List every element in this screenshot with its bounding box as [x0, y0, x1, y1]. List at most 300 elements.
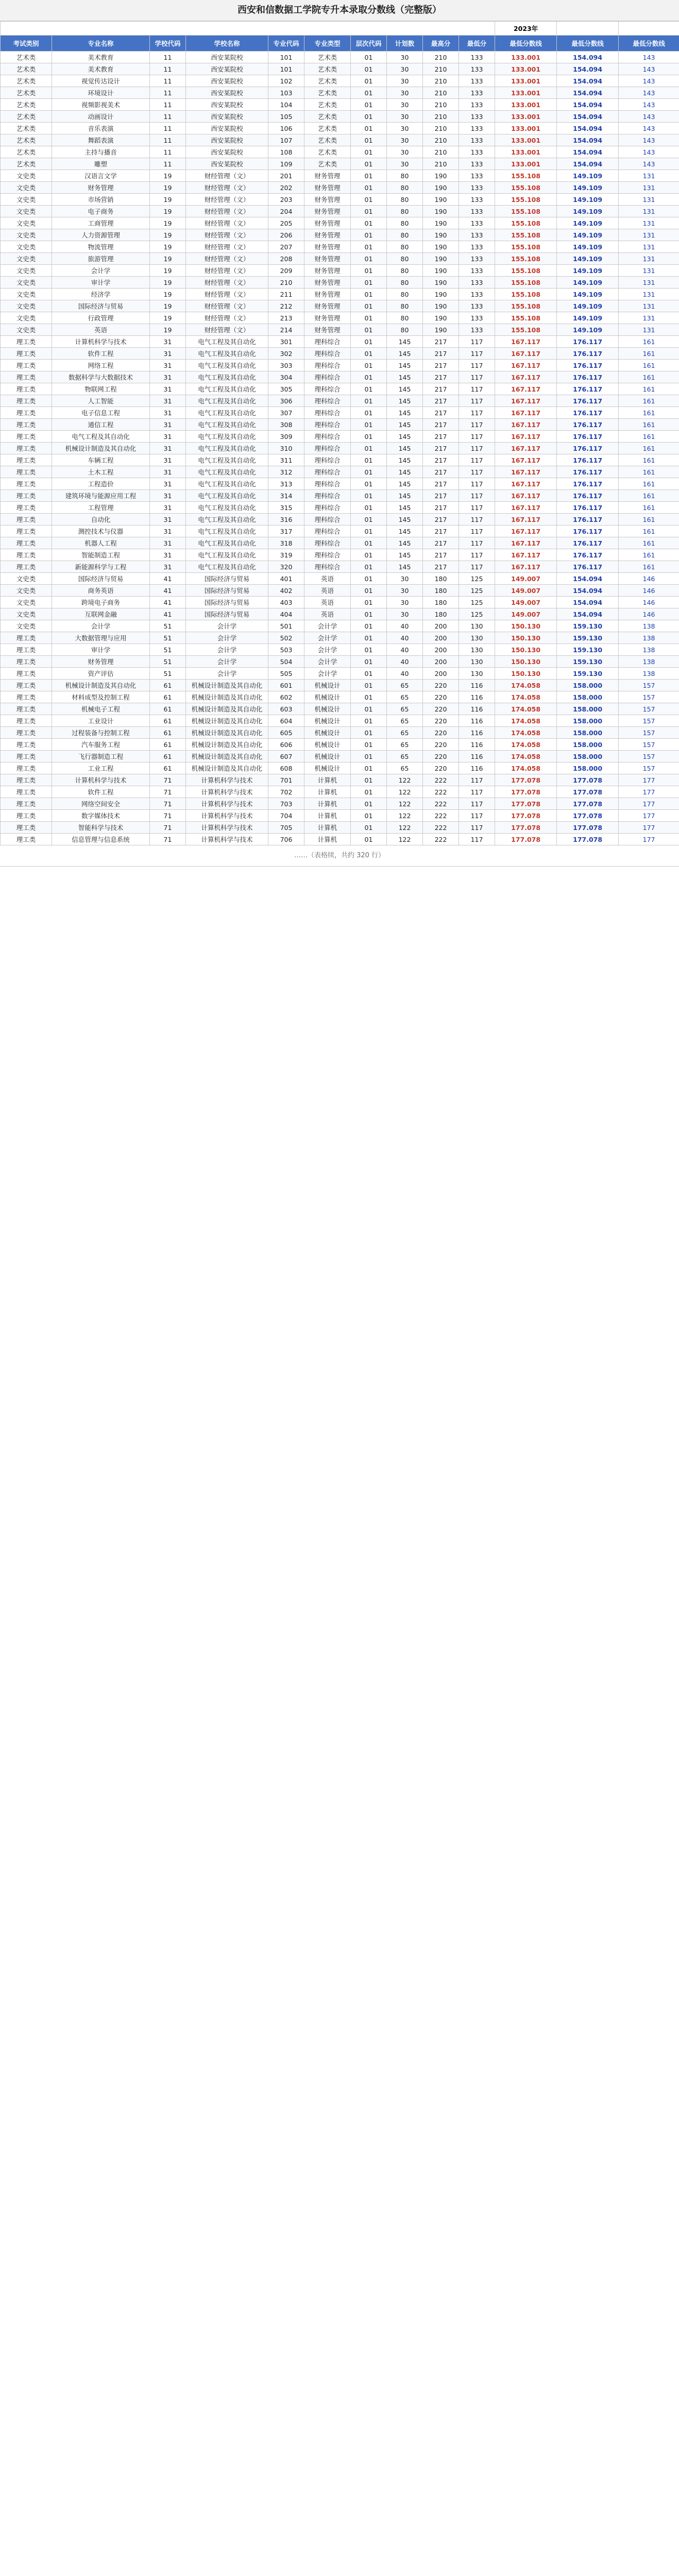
table-cell: 217 — [423, 383, 459, 395]
table-cell: 190 — [423, 289, 459, 300]
table-cell: 会计学 — [186, 656, 268, 668]
table-cell: 706 — [268, 834, 304, 845]
table-cell: 艺术类 — [304, 99, 351, 111]
group-blank — [1, 22, 495, 36]
table-cell: 161 — [619, 395, 679, 407]
table-cell: 01 — [351, 490, 387, 502]
table-cell: 机械设计 — [304, 703, 351, 715]
table-cell: 01 — [351, 703, 387, 715]
table-cell: 智能制造工程 — [52, 549, 150, 561]
table-row — [1, 395, 679, 407]
table-cell: 机械设计 — [304, 691, 351, 703]
table-cell: 11 — [150, 111, 186, 123]
table-cell: 艺术类 — [1, 63, 52, 75]
table-cell: 301 — [268, 336, 304, 348]
table-cell: 机械设计 — [304, 739, 351, 751]
table-cell: 133 — [459, 312, 495, 324]
table-cell: 40 — [387, 632, 423, 644]
table-cell: 19 — [150, 289, 186, 300]
table-cell: 116 — [459, 751, 495, 762]
table-cell: 51 — [150, 644, 186, 656]
table-cell: 31 — [150, 383, 186, 395]
table-row — [1, 123, 679, 134]
table-cell: 11 — [150, 99, 186, 111]
table-cell: 理科综合 — [304, 383, 351, 395]
table-cell: 80 — [387, 241, 423, 253]
table-cell: 电子信息工程 — [52, 407, 150, 419]
table-cell: 318 — [268, 537, 304, 549]
table-cell: 404 — [268, 608, 304, 620]
table-cell: 103 — [268, 87, 304, 99]
table-cell: 138 — [619, 632, 679, 644]
table-cell: 190 — [423, 300, 459, 312]
column-header: 最低分数线 — [557, 36, 619, 52]
table-row — [1, 466, 679, 478]
table-cell: 133.001 — [495, 63, 557, 75]
table-cell: 机械设计制造及其自动化 — [186, 727, 268, 739]
table-cell: 41 — [150, 597, 186, 608]
table-cell: 80 — [387, 170, 423, 182]
table-cell: 143 — [619, 87, 679, 99]
table-row — [1, 253, 679, 265]
table-cell: 文史类 — [1, 170, 52, 182]
table-cell: 80 — [387, 312, 423, 324]
table-cell: 176.117 — [557, 514, 619, 526]
table-cell: 502 — [268, 632, 304, 644]
table-cell: 信息管理与信息系统 — [52, 834, 150, 845]
table-cell: 133 — [459, 300, 495, 312]
table-row — [1, 75, 679, 87]
table-cell: 157 — [619, 739, 679, 751]
table-cell: 31 — [150, 478, 186, 490]
table-cell: 314 — [268, 490, 304, 502]
table-cell: 理工类 — [1, 834, 52, 845]
table-cell: 203 — [268, 194, 304, 206]
table-cell: 财务管理 — [304, 182, 351, 194]
table-cell: 217 — [423, 502, 459, 514]
table-cell: 154.094 — [557, 608, 619, 620]
table-cell: 146 — [619, 585, 679, 597]
table-cell: 159.130 — [557, 620, 619, 632]
table-cell: 146 — [619, 608, 679, 620]
table-cell: 网络工程 — [52, 360, 150, 371]
table-cell: 文史类 — [1, 206, 52, 217]
table-row — [1, 703, 679, 715]
table-cell: 131 — [619, 277, 679, 289]
table-cell: 理工类 — [1, 348, 52, 360]
table-cell: 210 — [423, 75, 459, 87]
table-cell: 会计学 — [186, 620, 268, 632]
table-cell: 19 — [150, 312, 186, 324]
table-cell: 61 — [150, 680, 186, 691]
table-cell: 80 — [387, 324, 423, 336]
table-cell: 155.108 — [495, 206, 557, 217]
table-cell: 财经管理（文） — [186, 253, 268, 265]
table-cell: 157 — [619, 762, 679, 774]
table-cell: 154.094 — [557, 134, 619, 146]
table-cell: 资产评估 — [52, 668, 150, 680]
table-cell: 80 — [387, 194, 423, 206]
table-row — [1, 300, 679, 312]
table-cell: 理工类 — [1, 727, 52, 739]
table-cell: 167.117 — [495, 502, 557, 514]
table-cell: 40 — [387, 620, 423, 632]
table-cell: 经济学 — [52, 289, 150, 300]
table-cell: 157 — [619, 751, 679, 762]
table-cell: 01 — [351, 751, 387, 762]
table-cell: 19 — [150, 277, 186, 289]
table-cell: 30 — [387, 111, 423, 123]
table-cell: 艺术类 — [1, 123, 52, 134]
table-cell: 149.109 — [557, 324, 619, 336]
table-cell: 138 — [619, 668, 679, 680]
table-cell: 理工类 — [1, 680, 52, 691]
table-cell: 174.058 — [495, 762, 557, 774]
table-cell: 理工类 — [1, 407, 52, 419]
table-cell: 174.058 — [495, 703, 557, 715]
table-cell: 117 — [459, 360, 495, 371]
table-cell: 217 — [423, 407, 459, 419]
table-cell: 190 — [423, 170, 459, 182]
table-row — [1, 371, 679, 383]
table-cell: 理工类 — [1, 739, 52, 751]
table-cell: 208 — [268, 253, 304, 265]
table-row — [1, 277, 679, 289]
table-cell: 222 — [423, 798, 459, 810]
table-body — [1, 52, 679, 845]
table-cell: 电气工程及其自动化 — [186, 431, 268, 443]
table-cell: 艺术类 — [304, 87, 351, 99]
table-cell: 电子商务 — [52, 206, 150, 217]
table-cell: 西安某院校 — [186, 63, 268, 75]
page-title: 西安和信数据工学院专升本录取分数线（完整版） — [0, 0, 679, 21]
table-cell: 143 — [619, 123, 679, 134]
table-cell: 308 — [268, 419, 304, 431]
table-cell: 01 — [351, 597, 387, 608]
table-cell: 理工类 — [1, 502, 52, 514]
table-cell: 176.117 — [557, 395, 619, 407]
table-cell: 210 — [423, 158, 459, 170]
table-cell: 文史类 — [1, 312, 52, 324]
table-cell: 30 — [387, 158, 423, 170]
table-cell: 01 — [351, 656, 387, 668]
table-cell: 311 — [268, 454, 304, 466]
table-cell: 文史类 — [1, 573, 52, 585]
table-cell: 商务英语 — [52, 585, 150, 597]
table-cell: 180 — [423, 585, 459, 597]
table-cell: 145 — [387, 514, 423, 526]
table-cell: 计算机科学与技术 — [186, 798, 268, 810]
table-cell: 80 — [387, 277, 423, 289]
table-cell: 210 — [423, 63, 459, 75]
table-cell: 人力资源管理 — [52, 229, 150, 241]
table-cell: 145 — [387, 454, 423, 466]
column-header: 最低分 — [459, 36, 495, 52]
score-table — [0, 21, 679, 845]
table-cell: 133 — [459, 87, 495, 99]
table-row — [1, 111, 679, 123]
table-cell: 176.117 — [557, 431, 619, 443]
table-cell: 158.000 — [557, 739, 619, 751]
table-cell: 51 — [150, 668, 186, 680]
table-cell: 212 — [268, 300, 304, 312]
table-cell: 210 — [423, 146, 459, 158]
table-cell: 190 — [423, 324, 459, 336]
table-cell: 电气工程及其自动化 — [186, 478, 268, 490]
table-cell: 220 — [423, 762, 459, 774]
table-cell: 155.108 — [495, 300, 557, 312]
table-cell: 飞行器制造工程 — [52, 751, 150, 762]
table-cell: 133 — [459, 123, 495, 134]
table-cell: 理科综合 — [304, 478, 351, 490]
table-cell: 402 — [268, 585, 304, 597]
table-cell: 计算机科学与技术 — [52, 774, 150, 786]
table-cell: 149.109 — [557, 217, 619, 229]
table-cell: 176.117 — [557, 348, 619, 360]
table-cell: 177.078 — [557, 810, 619, 822]
table-cell: 机械设计 — [304, 727, 351, 739]
table-cell: 201 — [268, 170, 304, 182]
table-cell: 122 — [387, 798, 423, 810]
table-cell: 30 — [387, 63, 423, 75]
table-cell: 161 — [619, 336, 679, 348]
table-cell: 会计学 — [186, 632, 268, 644]
table-cell: 文史类 — [1, 585, 52, 597]
table-cell: 159.130 — [557, 644, 619, 656]
table-cell: 167.117 — [495, 371, 557, 383]
table-cell: 155.108 — [495, 253, 557, 265]
table-row — [1, 680, 679, 691]
table-cell: 145 — [387, 490, 423, 502]
table-cell: 电气工程及其自动化 — [186, 443, 268, 454]
table-cell: 177 — [619, 786, 679, 798]
table-row — [1, 431, 679, 443]
table-cell: 154.094 — [557, 87, 619, 99]
table-cell: 电气工程及其自动化 — [186, 537, 268, 549]
table-cell: 19 — [150, 324, 186, 336]
table-cell: 理工类 — [1, 514, 52, 526]
table-cell: 145 — [387, 348, 423, 360]
table-cell: 177 — [619, 810, 679, 822]
table-row — [1, 798, 679, 810]
table-cell: 理工类 — [1, 360, 52, 371]
table-cell: 财务管理 — [304, 265, 351, 277]
table-cell: 艺术类 — [304, 63, 351, 75]
table-cell: 物流管理 — [52, 241, 150, 253]
table-cell: 80 — [387, 206, 423, 217]
table-cell: 133 — [459, 52, 495, 63]
table-cell: 220 — [423, 739, 459, 751]
table-cell: 艺术类 — [1, 87, 52, 99]
table-cell: 机械设计制造及其自动化 — [186, 751, 268, 762]
table-cell: 108 — [268, 146, 304, 158]
table-cell: 计算机科学与技术 — [186, 810, 268, 822]
table-cell: 65 — [387, 715, 423, 727]
table-cell: 电气工程及其自动化 — [186, 466, 268, 478]
table-cell: 217 — [423, 454, 459, 466]
table-cell: 文史类 — [1, 253, 52, 265]
table-cell: 145 — [387, 383, 423, 395]
table-cell: 167.117 — [495, 537, 557, 549]
table-cell: 155.108 — [495, 170, 557, 182]
table-cell: 149.109 — [557, 182, 619, 194]
table-cell: 145 — [387, 537, 423, 549]
table-cell: 133.001 — [495, 87, 557, 99]
table-cell: 01 — [351, 431, 387, 443]
table-cell: 电气工程及其自动化 — [186, 360, 268, 371]
table-cell: 176.117 — [557, 336, 619, 348]
table-cell: 01 — [351, 798, 387, 810]
table-cell: 01 — [351, 739, 387, 751]
table-cell: 人工智能 — [52, 395, 150, 407]
table-cell: 理科综合 — [304, 526, 351, 537]
table-cell: 190 — [423, 241, 459, 253]
table-cell: 143 — [619, 158, 679, 170]
table-cell: 158.000 — [557, 751, 619, 762]
table-cell: 154.094 — [557, 123, 619, 134]
table-cell: 71 — [150, 798, 186, 810]
table-cell: 工业工程 — [52, 762, 150, 774]
table-cell: 65 — [387, 680, 423, 691]
table-cell: 西安某院校 — [186, 111, 268, 123]
table-cell: 01 — [351, 206, 387, 217]
table-cell: 117 — [459, 431, 495, 443]
table-cell: 财务管理 — [52, 182, 150, 194]
table-row — [1, 407, 679, 419]
table-cell: 机械设计制造及其自动化 — [186, 691, 268, 703]
table-cell: 通信工程 — [52, 419, 150, 431]
table-cell: 174.058 — [495, 739, 557, 751]
table-cell: 117 — [459, 383, 495, 395]
table-cell: 车辆工程 — [52, 454, 150, 466]
table-cell: 133 — [459, 134, 495, 146]
table-cell: 190 — [423, 253, 459, 265]
table-cell: 149.109 — [557, 170, 619, 182]
table-cell: 222 — [423, 810, 459, 822]
table-cell: 理工类 — [1, 395, 52, 407]
table-cell: 167.117 — [495, 419, 557, 431]
table-cell: 机械设计制造及其自动化 — [186, 739, 268, 751]
table-cell: 网络空间安全 — [52, 798, 150, 810]
table-cell: 161 — [619, 537, 679, 549]
table-cell: 122 — [387, 834, 423, 845]
table-cell: 01 — [351, 822, 387, 834]
table-cell: 31 — [150, 443, 186, 454]
table-cell: 艺术类 — [304, 111, 351, 123]
table-cell: 11 — [150, 87, 186, 99]
table-cell: 国际经济与贸易 — [52, 573, 150, 585]
table-cell: 167.117 — [495, 383, 557, 395]
table-cell: 01 — [351, 63, 387, 75]
table-cell: 176.117 — [557, 561, 619, 573]
table-cell: 161 — [619, 348, 679, 360]
table-cell: 艺术类 — [1, 111, 52, 123]
column-header: 最低分数线 — [495, 36, 557, 52]
table-cell: 167.117 — [495, 443, 557, 454]
table-cell: 150.130 — [495, 668, 557, 680]
table-cell: 133 — [459, 99, 495, 111]
table-cell: 177 — [619, 774, 679, 786]
table-cell: 117 — [459, 786, 495, 798]
table-cell: 英语 — [304, 573, 351, 585]
table-cell: 117 — [459, 502, 495, 514]
table-cell: 167.117 — [495, 454, 557, 466]
table-cell: 131 — [619, 324, 679, 336]
table-cell: 40 — [387, 644, 423, 656]
table-cell: 01 — [351, 277, 387, 289]
table-cell: 财经管理（文） — [186, 277, 268, 289]
table-cell: 财务管理 — [304, 277, 351, 289]
table-cell: 19 — [150, 170, 186, 182]
table-row — [1, 608, 679, 620]
table-cell: 133 — [459, 170, 495, 182]
table-cell: 动画设计 — [52, 111, 150, 123]
table-cell: 财经管理（文） — [186, 217, 268, 229]
table-cell: 31 — [150, 502, 186, 514]
table-cell: 19 — [150, 300, 186, 312]
table-cell: 理科综合 — [304, 348, 351, 360]
table-cell: 116 — [459, 739, 495, 751]
table-cell: 理工类 — [1, 526, 52, 537]
table-cell: 01 — [351, 52, 387, 63]
table-cell: 177.078 — [495, 786, 557, 798]
table-cell: 161 — [619, 478, 679, 490]
table-cell: 176.117 — [557, 443, 619, 454]
table-cell: 国际经济与贸易 — [186, 608, 268, 620]
table-cell: 01 — [351, 348, 387, 360]
table-cell: 艺术类 — [1, 75, 52, 87]
table-cell: 605 — [268, 727, 304, 739]
table-cell: 154.094 — [557, 585, 619, 597]
table-cell: 117 — [459, 834, 495, 845]
table-cell: 理工类 — [1, 443, 52, 454]
table-cell: 理工类 — [1, 668, 52, 680]
table-row — [1, 597, 679, 608]
table-cell: 145 — [387, 478, 423, 490]
table-cell: 理工类 — [1, 371, 52, 383]
table-cell: 机械设计制造及其自动化 — [186, 715, 268, 727]
table-cell: 工程造价 — [52, 478, 150, 490]
table-cell: 174.058 — [495, 715, 557, 727]
table-cell: 705 — [268, 822, 304, 834]
table-cell: 41 — [150, 608, 186, 620]
table-cell: 过程装备与控制工程 — [52, 727, 150, 739]
table-cell: 自动化 — [52, 514, 150, 526]
table-cell: 理工类 — [1, 549, 52, 561]
table-cell: 190 — [423, 229, 459, 241]
table-cell: 117 — [459, 336, 495, 348]
table-row — [1, 158, 679, 170]
table-row — [1, 751, 679, 762]
table-cell: 155.108 — [495, 265, 557, 277]
table-row — [1, 194, 679, 206]
table-cell: 计算机科学与技术 — [52, 336, 150, 348]
table-cell: 电气工程及其自动化 — [186, 336, 268, 348]
table-cell: 176.117 — [557, 526, 619, 537]
table-cell: 210 — [268, 277, 304, 289]
table-row — [1, 502, 679, 514]
table-cell: 01 — [351, 217, 387, 229]
table-cell: 理科综合 — [304, 443, 351, 454]
table-cell: 122 — [387, 774, 423, 786]
table-row — [1, 656, 679, 668]
table-cell: 计算机 — [304, 810, 351, 822]
table-cell: 217 — [423, 466, 459, 478]
table-cell: 机器人工程 — [52, 537, 150, 549]
table-cell: 11 — [150, 75, 186, 87]
table-cell: 704 — [268, 810, 304, 822]
table-cell: 149.109 — [557, 289, 619, 300]
